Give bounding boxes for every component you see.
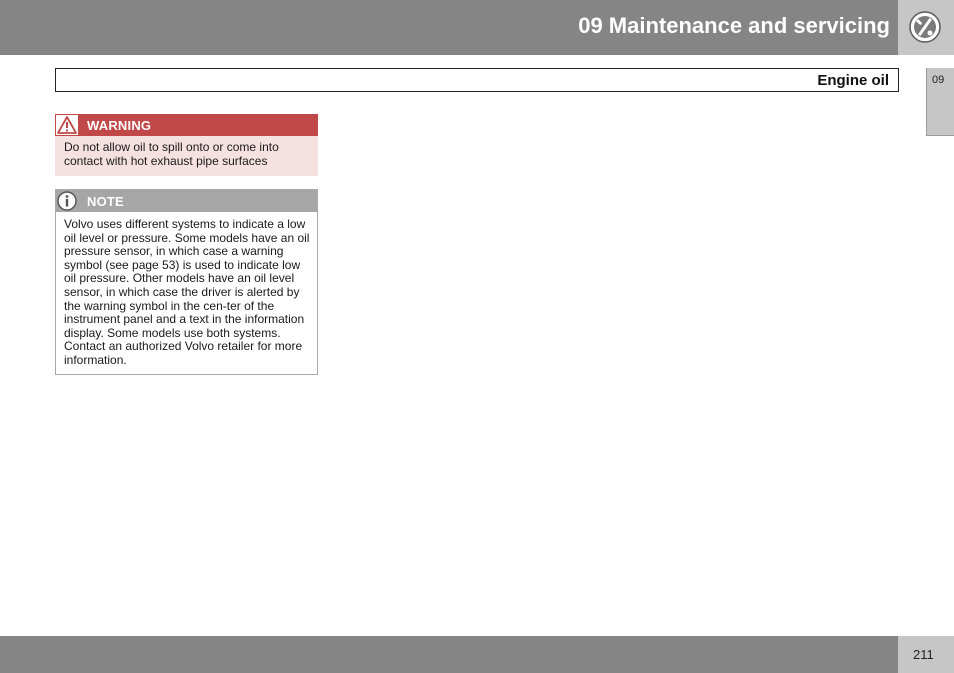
section-title: Engine oil — [817, 72, 889, 89]
page-number: 211 — [913, 647, 934, 662]
note-header — [56, 190, 317, 212]
warning-label: WARNING — [87, 118, 152, 133]
wrench-gear-icon — [908, 10, 942, 44]
warning-triangle-icon — [56, 115, 78, 135]
chapter-tab[interactable] — [926, 68, 954, 136]
section-header — [55, 68, 899, 92]
page-footer — [0, 636, 898, 673]
note-label: NOTE — [87, 194, 124, 209]
chapter-header — [0, 0, 898, 55]
info-icon — [57, 191, 77, 211]
warning-box — [55, 114, 318, 176]
chapter-icon-box — [898, 0, 954, 55]
note-box — [55, 189, 318, 375]
warning-text: Do not allow oil to spill onto or come into contact with hot exhaust pipe surfaces — [64, 140, 279, 168]
warning-header — [55, 114, 318, 136]
chapter-title: 09 Maintenance and servicing — [578, 13, 890, 38]
page-number-box — [898, 636, 954, 673]
chapter-tab-label: 09 — [932, 74, 945, 86]
note-text: Volvo uses different systems to indicate a low oil level or pressure. Some models have an oil pressure sensor, in which case a warning symbol (see page 53) is used to indicate low oil pressure. Other models have an oil level sensor, in which case the driver is alerted by the warning symbol in the cen-ter of the instrument panel and a text in the information display. Some models use both systems. Contact an authorized Volvo retailer for more information. — [64, 217, 310, 367]
